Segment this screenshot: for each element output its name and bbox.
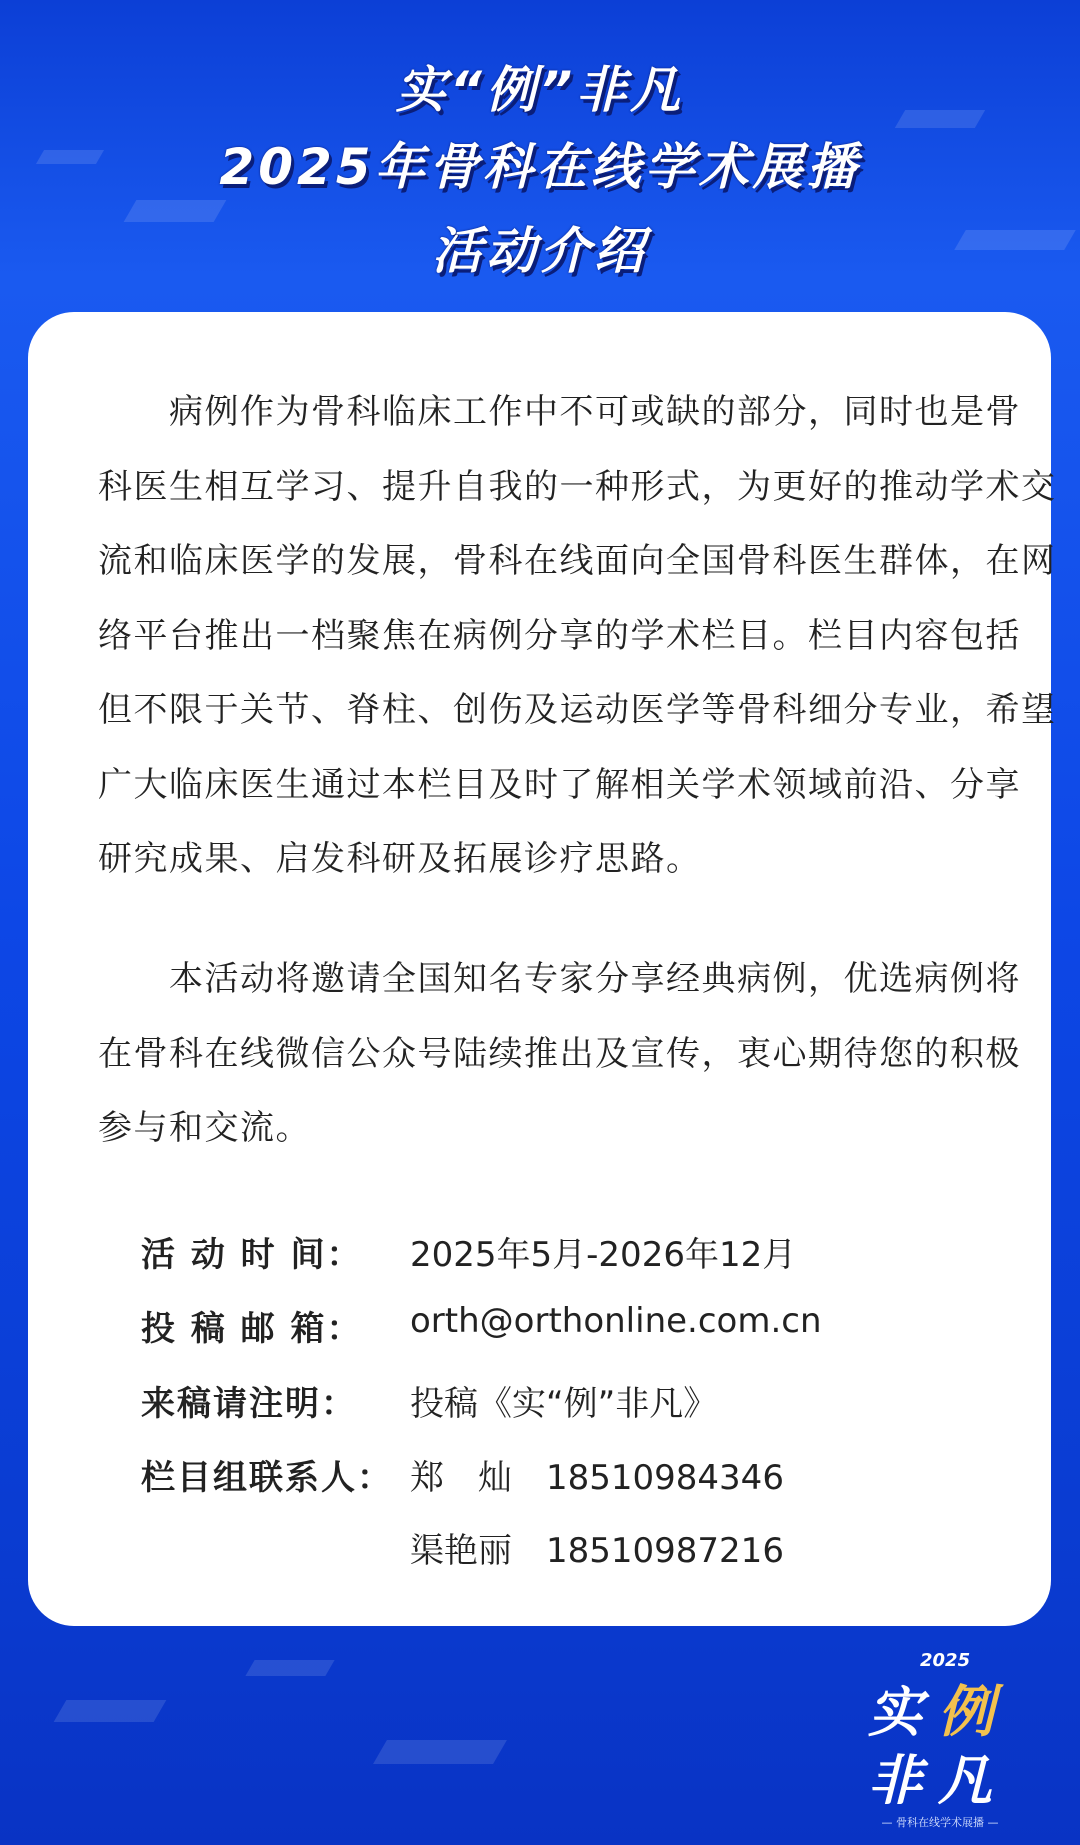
info-label-email: 投 稿 邮 箱： bbox=[141, 1309, 363, 1349]
para1-line: 研究成果、启发科研及拓展诊疗思路。 bbox=[98, 839, 702, 879]
para2-line: 本活动将邀请全国知名专家分享经典病例，优选病例将 bbox=[98, 959, 1021, 999]
info-value-contact-2: 渠艳丽 18510987216 bbox=[410, 1531, 784, 1571]
para1-line: 络平台推出一档聚焦在病例分享的学术栏目。栏目内容包括 bbox=[98, 616, 1021, 656]
para2-line: 参与和交流。 bbox=[98, 1108, 311, 1148]
para1-line: 病例作为骨科临床工作中不可或缺的部分，同时也是骨 bbox=[98, 392, 1021, 432]
info-label-time: 活 动 时 间： bbox=[141, 1235, 363, 1275]
info-label-contact: 栏目组联系人： bbox=[141, 1458, 393, 1498]
info-value-time: 2025年5月-2026年12月 bbox=[410, 1235, 797, 1275]
intro-card bbox=[28, 312, 1057, 1626]
para1-line: 科医生相互学习、提升自我的一种形式，为更好的推动学术交 bbox=[98, 467, 1057, 507]
logo-subtitle: — 骨科在线学术展播 — bbox=[881, 1816, 999, 1829]
title-line-3: 活动介绍 bbox=[432, 222, 648, 280]
info-label-note: 来稿请注明： bbox=[141, 1384, 357, 1424]
info-value-note: 投稿《实“例”非凡》 bbox=[410, 1384, 718, 1424]
para2-line: 在骨科在线微信公众号陆续推出及宣传，衷心期待您的积极 bbox=[98, 1034, 1021, 1074]
event-logo bbox=[860, 1650, 1020, 1840]
info-value-email[interactable]: orth@orthonline.com.cn bbox=[410, 1301, 822, 1341]
title-line-1: 实“例”非凡 bbox=[395, 61, 685, 119]
para1-line: 流和临床医学的发展，骨科在线面向全国骨科医生群体，在网 bbox=[98, 541, 1057, 581]
title-line-2: 2025年骨科在线学术展播 bbox=[219, 138, 861, 196]
para1-line: 但不限于关节、脊柱、创伤及运动医学等骨科细分专业，希望 bbox=[98, 690, 1057, 730]
logo-char: 例 bbox=[938, 1680, 994, 1745]
logo-char: 实 bbox=[868, 1681, 922, 1744]
para1-line: 广大临床医生通过本栏目及时了解相关学术领域前沿、分享 bbox=[98, 765, 1021, 805]
logo-year: 2025 bbox=[920, 1650, 971, 1671]
info-value-contact-1: 郑 灿 18510984346 bbox=[410, 1458, 784, 1498]
logo-char: 非 bbox=[868, 1749, 922, 1812]
logo-char: 凡 bbox=[938, 1749, 992, 1812]
